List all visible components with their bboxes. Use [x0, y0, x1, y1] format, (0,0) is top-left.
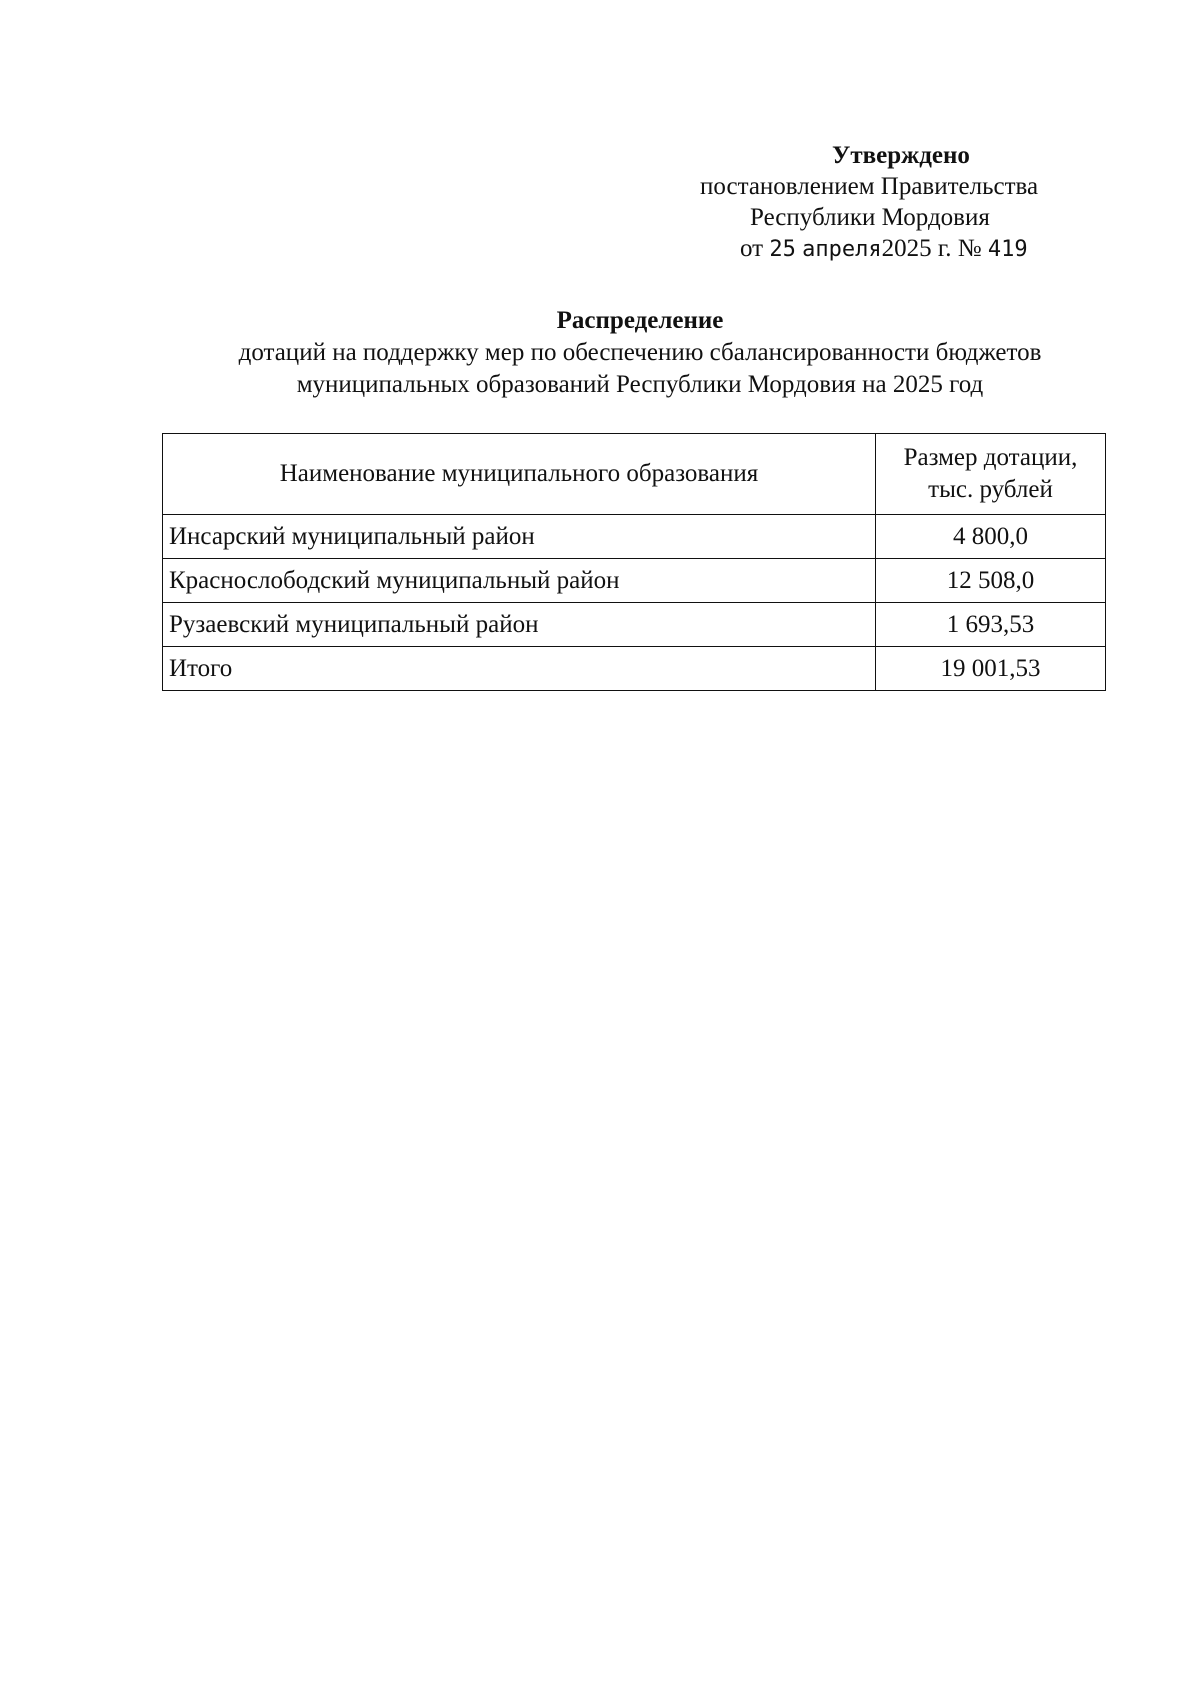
total-row	[163, 647, 1106, 691]
document-subtitle-line-2: муниципальных образований Республики Мордовия на 2025 год	[296, 371, 984, 398]
approval-date-line	[700, 233, 1100, 265]
municipality-name: Инсарский муниципальный район	[163, 515, 876, 559]
date-prefix: от	[740, 235, 764, 262]
subsidy-amount: 12 508,0	[876, 559, 1106, 603]
subsidy-amount: 1 693,53	[876, 603, 1106, 647]
municipality-name: Краснослободский муниципальный район	[163, 559, 876, 603]
date-month: апреля	[802, 237, 882, 262]
header-amount-line-1: Размер дотации,	[903, 444, 1078, 471]
total-label: Итого	[163, 647, 876, 691]
distribution-table	[162, 433, 1106, 691]
approval-title: Утверждено	[832, 142, 970, 169]
decree-number: 419	[987, 237, 1028, 262]
municipality-name: Рузаевский муниципальный район	[163, 603, 876, 647]
table-header-row	[163, 434, 1106, 515]
approval-line-1: постановлением Правительства	[700, 173, 1039, 200]
approval-stamp	[700, 140, 1100, 265]
header-municipality: Наименование муниципального образования	[163, 434, 876, 515]
table-row	[163, 515, 1106, 559]
table-row	[163, 603, 1106, 647]
total-amount: 19 001,53	[876, 647, 1106, 691]
approval-line-2: Республики Мордовия	[750, 204, 990, 231]
document-subtitle-line-1: дотаций на поддержку мер по обеспечению сбалансированности бюджетов	[238, 339, 1042, 366]
date-day: 25	[769, 237, 796, 262]
document-header	[160, 305, 1120, 401]
table-row	[163, 559, 1106, 603]
header-amount-line-2: тыс. рублей	[928, 476, 1053, 503]
date-year: 2025 г. №	[881, 235, 982, 262]
document-title: Распределение	[556, 307, 724, 334]
subsidy-amount: 4 800,0	[876, 515, 1106, 559]
header-amount	[876, 434, 1106, 515]
